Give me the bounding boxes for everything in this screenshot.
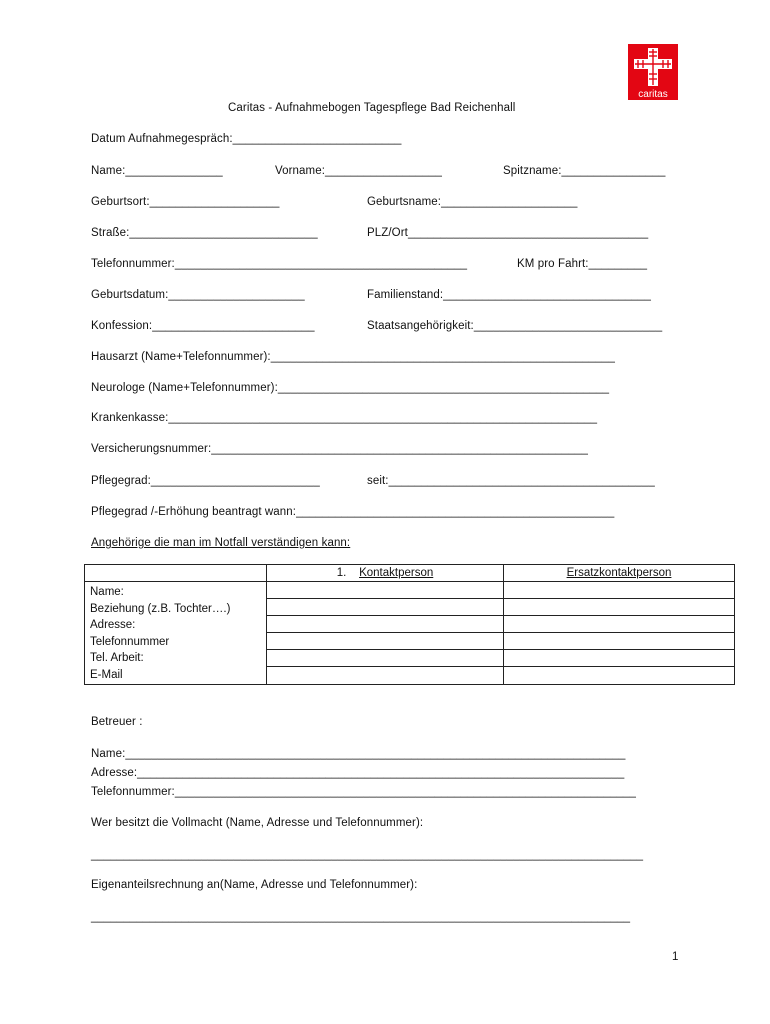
page-number: 1 [672, 951, 679, 963]
row-label-name: Name: [90, 586, 124, 598]
cell-kontakt-email[interactable] [267, 667, 504, 684]
betreuer-heading: Betreuer : [91, 716, 143, 728]
row-label-email: E-Mail [90, 668, 123, 681]
field-neurologe[interactable]: Neurologe (Name+Telefonnummer):___________________________________________________ [91, 382, 610, 394]
cell-kontakt-telefon[interactable] [267, 633, 504, 650]
cell-kontakt-tel-arbeit[interactable] [267, 650, 504, 667]
logo-text: caritas [638, 89, 668, 100]
cell-ersatz-adresse[interactable] [504, 616, 735, 633]
cell-ersatz-tel-arbeit[interactable] [504, 650, 735, 667]
cell-kontakt-name[interactable] [267, 582, 504, 599]
vollmacht-question: Wer besitzt die Vollmacht (Name, Adresse und Telefonnummer): [91, 817, 424, 829]
field-konfession[interactable]: Konfession:_________________________ [91, 320, 315, 332]
field-geburtsort[interactable]: Geburtsort:____________________ [91, 196, 280, 208]
vollmacht-answer-line[interactable]: _____________________________________________________________________________________ [91, 849, 644, 861]
row-label-tel-arbeit: Tel. Arbeit: [90, 652, 144, 665]
field-telefon[interactable]: Telefonnummer:_____________________________________________ [91, 258, 468, 270]
row-label-telefonnummer: Telefonnummer [90, 635, 170, 648]
cell-ersatz-email[interactable] [504, 667, 735, 684]
field-plz-ort[interactable]: PLZ/Ort_____________________________________ [367, 227, 649, 239]
row-label-beziehung: Beziehung (z.B. Tochter….) [90, 602, 231, 615]
field-hausarzt[interactable]: Hausarzt (Name+Telefonnummer):_____________________________________________________ [91, 351, 615, 363]
field-strasse[interactable]: Straße:_____________________________ [91, 227, 318, 239]
emergency-heading: Angehörige die man im Notfall verständigen kann: [91, 537, 351, 549]
emergency-contacts-table [84, 564, 735, 685]
header-ersatzkontakt-label: Ersatzkontaktperson [566, 566, 672, 579]
field-staatsangehoerigkeit[interactable]: Staatsangehörigkeit:_____________________________ [367, 320, 663, 332]
field-vorname[interactable]: Vorname:__________________ [275, 165, 442, 177]
table-header-kontaktperson [267, 565, 504, 582]
header-number: 1. [336, 566, 347, 579]
table-row [85, 582, 735, 599]
field-krankenkasse[interactable]: Krankenkasse:__________________________________________________________________ [91, 412, 598, 424]
field-pflegegrad-erhoehung[interactable]: Pflegegrad /-Erhöhung beantragt wann:_________________________________________________ [91, 506, 615, 518]
betreuer-adresse-field[interactable]: Adresse:___________________________________________________________________________ [91, 767, 625, 779]
cell-ersatz-name[interactable] [504, 582, 735, 599]
betreuer-name-field[interactable]: Name:_____________________________________________________________________________ [91, 748, 626, 760]
header-kontaktperson-label: Kontaktperson [359, 566, 434, 579]
field-geburtsdatum[interactable]: Geburtsdatum:_____________________ [91, 289, 305, 301]
field-name[interactable]: Name:_______________ [91, 165, 223, 177]
eigenanteil-answer-line[interactable]: ___________________________________________________________________________________ [91, 911, 631, 923]
table-header-empty [85, 565, 267, 582]
field-pflegegrad[interactable]: Pflegegrad:__________________________ [91, 475, 320, 487]
field-seit[interactable]: seit:_________________________________________ [367, 475, 655, 487]
field-familienstand[interactable]: Familienstand:________________________________ [367, 289, 652, 301]
caritas-cross-icon [628, 44, 678, 100]
row-label-adresse: Adresse: [90, 619, 136, 632]
field-geburtsname[interactable]: Geburtsname:_____________________ [367, 196, 578, 208]
eigenanteil-question: Eigenanteilsrechnung an(Name, Adresse und Telefonnummer): [91, 879, 418, 891]
table-header-ersatzkontaktperson [504, 565, 735, 582]
table-header-row [85, 565, 735, 582]
cell-ersatz-telefon[interactable] [504, 633, 735, 650]
field-km-pro-fahrt[interactable]: KM pro Fahrt:_________ [517, 258, 648, 270]
caritas-logo [628, 44, 678, 100]
field-versicherungsnummer[interactable]: Versicherungsnummer:__________________________________________________________ [91, 443, 588, 455]
field-spitzname[interactable]: Spitzname:________________ [503, 165, 666, 177]
cell-ersatz-beziehung[interactable] [504, 599, 735, 616]
betreuer-telefon-field[interactable]: Telefonnummer:_______________________________________________________________________ [91, 786, 637, 798]
cell-kontakt-adresse[interactable] [267, 616, 504, 633]
cell-kontakt-beziehung[interactable] [267, 599, 504, 616]
page-title: Caritas - Aufnahmebogen Tagespflege Bad Reichenhall [228, 102, 516, 114]
row-labels-cell [85, 582, 267, 685]
field-datum[interactable]: Datum Aufnahmegespräch:__________________________ [91, 133, 402, 145]
